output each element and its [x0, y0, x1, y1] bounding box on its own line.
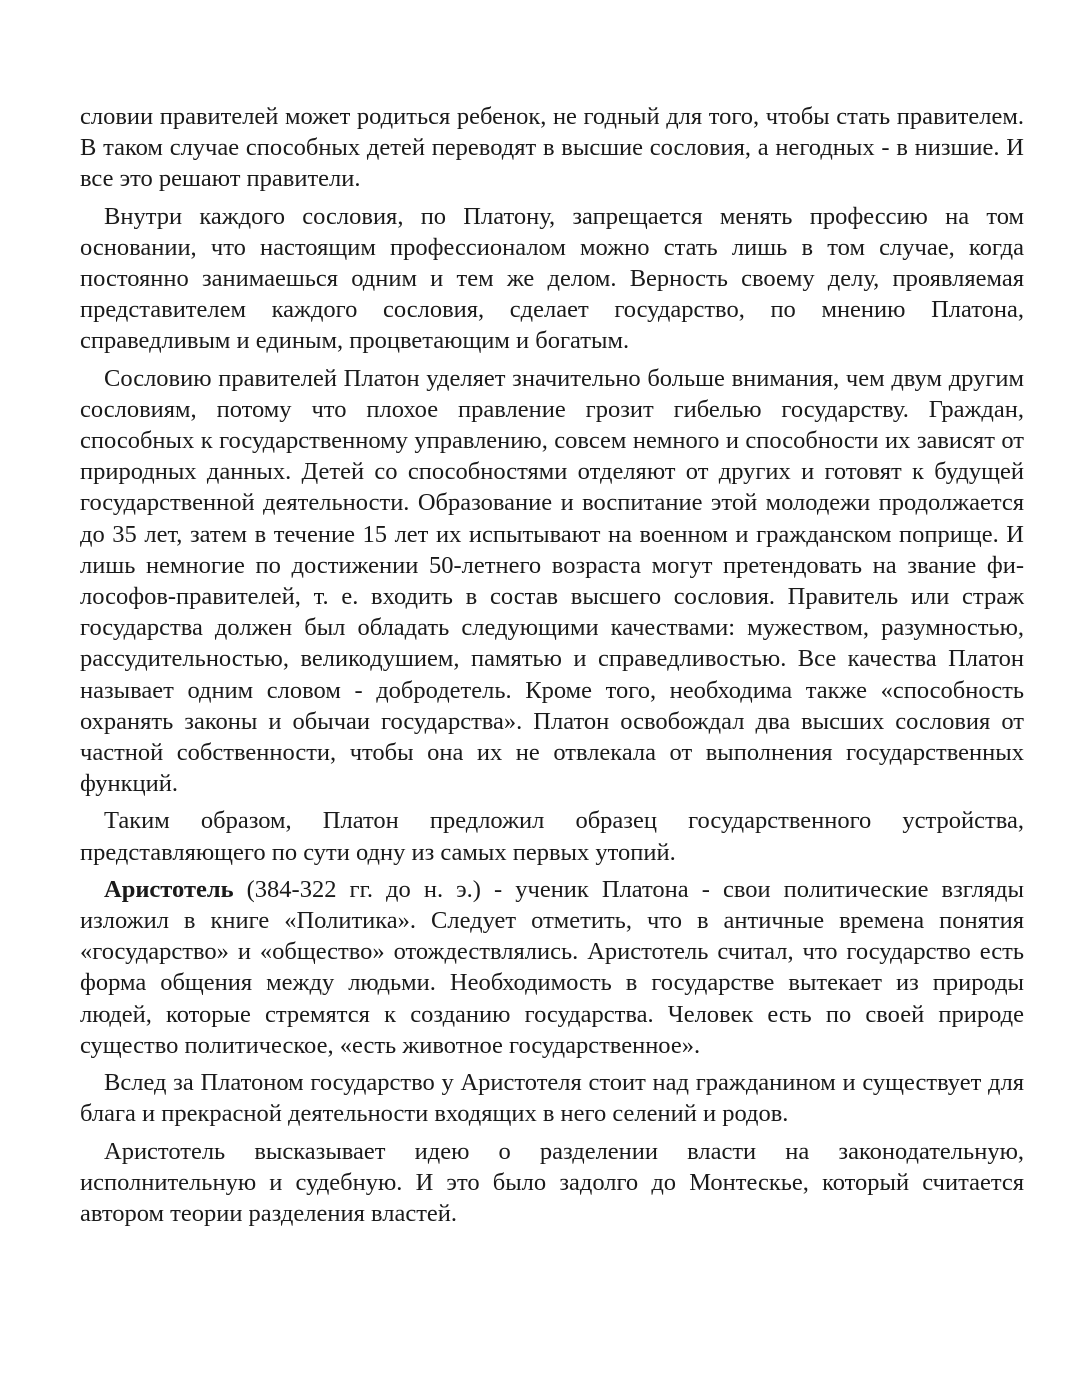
paragraph-3: Сословию правителей Платон уделяет значительно больше внимания, чем двум другим сословиям, потому что плохое правление грозит гибелью государству. Граждан, способных к государственному управлению, совсем немного и способности их зависят от природных данных. Детей со способностями отделяют от других и готовят к будущей государственной деятельности. Образование и воспитание этой молодежи продолжается до 35 лет, затем в течение 15 лет их испытывают на военном и гражданском поприще. И лишь немногие по достижении 50-летнего возраста могут претендовать на звание философов-правителей, т. е. входить в состав высшего сословия. Правитель или страж государства должен был обладать следующими качествами: мужеством, разумностью, рассудительностью, великодушием, памятью и справедливостью. Все качества Платон называет одним словом - добродетель. Кроме того, необходима также «способность охранять законы и обычаи государства». Платон освобождал два высших сословия от частной собственности, чтобы она их не отвлекала от выполнения государственных функций.	[80, 364, 1024, 798]
paragraph-1: словии правителей может родиться ребенок, не годный для того, чтобы стать правителем. В таком случае способных детей переводят в высшие сословия, а негодных - в низшие. И все это решают правители.	[80, 103, 1024, 193]
document-page	[80, 101, 1024, 1235]
paragraph-5-bold-lead: Аристотель	[104, 875, 234, 903]
paragraph-6: Вслед за Платоном государство у Аристотеля стоит над гражданином и существует для блага и прекрасной деятельности входящих в него селений и родов.	[80, 1069, 1024, 1128]
paragraph-2: Внутри каждого сословия, по Платону, запрещается менять профессию на том основании, что настоящим профессионалом можно стать лишь в том случае, когда постоянно занимаешься одним и тем же делом. Верность своему делу, проявляемая представителем каждого сословия, сделает государство, по мнению Платона, справедливым и единым, процветающим и богатым.	[80, 202, 1024, 355]
paragraph-4: Таким образом, Платон предложил образец государственного устройства, представляющего по сути одну из самых первых утопий.	[80, 807, 1024, 866]
paragraph-5-text: (384-322 гг. до н. э.) - ученик Платона - свои политические взгляды изложил в книге «Политика». Следует отметить, что в античные времена понятия «государство» и «общество» отождествлялись. Аристотель считал, что государство есть форма общения между людьми. Необходимость в государстве вытекает из природы людей, которые стремятся к созданию государства. Человек есть по своей природе существо политическое, «есть животное государственное».	[80, 875, 1024, 1059]
paragraph-7: Аристотель высказывает идею о разделении власти на законодательную, исполнительную и судебную. И это было задолго до Монтескье, который считается автором теории разделения властей.	[80, 1137, 1024, 1227]
paragraph-5	[80, 874, 1024, 1061]
